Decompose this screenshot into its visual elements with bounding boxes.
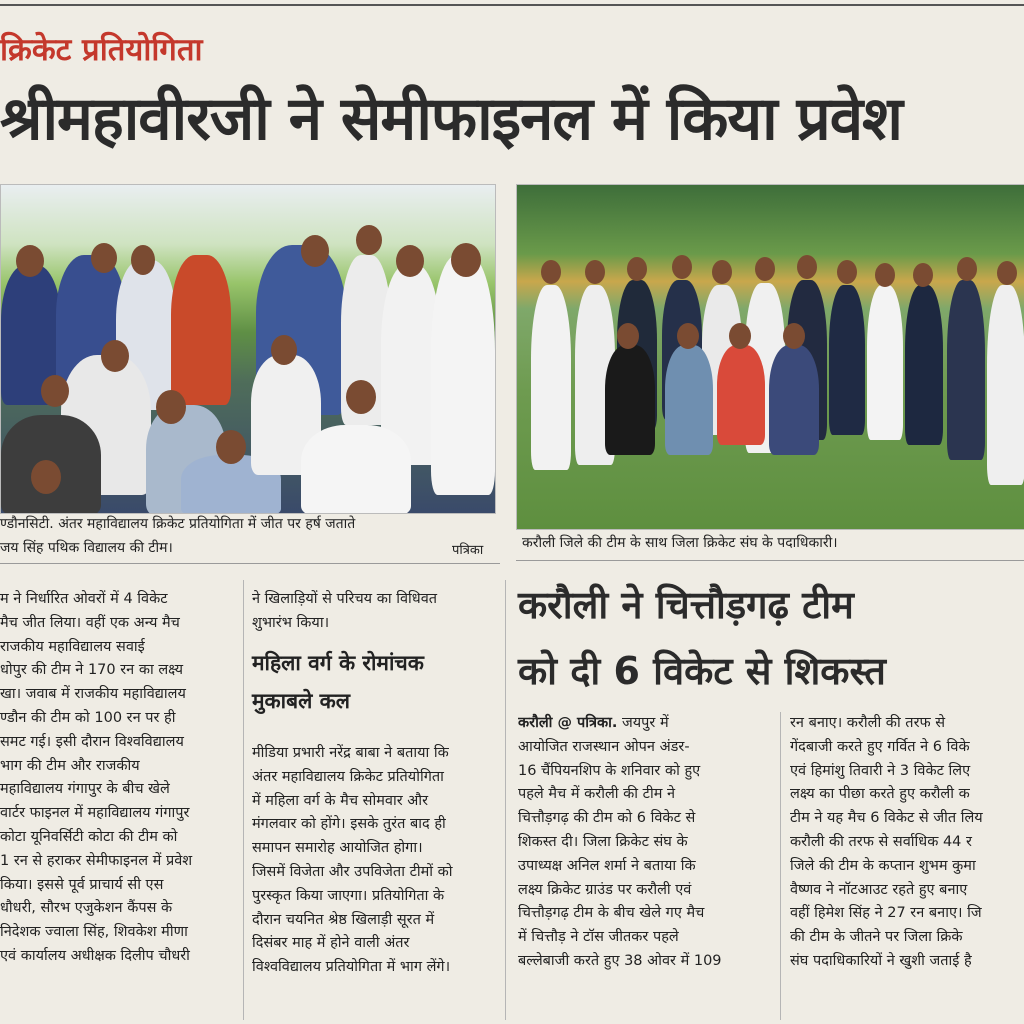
column-rule-2 <box>505 580 506 1020</box>
divider-left <box>0 563 500 564</box>
text-line: रन बनाए। करौली की तरफ से <box>790 715 946 731</box>
divider-right <box>516 560 1024 561</box>
photo2-caption: करौली जिले की टीम के साथ जिला क्रिकेट संघ के पदाधिकारी। <box>522 535 838 551</box>
text-line: म ने निर्धारित ओवरों में 4 विकेट <box>0 591 168 607</box>
text-line: शुभारंभ किया। <box>252 614 330 631</box>
text-line: राजकीय महाविद्यालय सवाई <box>0 638 145 655</box>
story1-column2 <box>252 742 502 1024</box>
text-line: धोपुर की टीम ने 170 रन का लक्ष्य <box>0 662 184 679</box>
main-headline: श्रीमहावीरजी ने सेमीफाइनल में किया प्रवेश <box>0 84 902 154</box>
text-line: समट गई। इसी दौरान विश्वविद्यालय <box>0 733 184 750</box>
subhead-line2: मुकाबले कल <box>252 689 351 713</box>
text-line: संघ पदाधिकारियों ने खुशी जताई है <box>790 952 972 969</box>
text-line: उपाध्यक्ष अनिल शर्मा ने बताया कि <box>518 857 696 874</box>
text-line: टीम ने यह मैच 6 विकेट से जीत लिय <box>790 810 983 827</box>
text-line: दिसंबर माह में होने वाली अंतर <box>252 935 410 952</box>
text-line: निदेशक ज्वाला सिंह, शिवकेश मीणा <box>0 924 188 941</box>
text-line: वैष्णव ने नॉटआउट रहते हुए बनाए <box>790 881 968 898</box>
column-rule-3 <box>780 712 781 1020</box>
text-line: लक्ष्य क्रिकेट ग्राउंड पर करौली एवं <box>518 881 692 898</box>
text-line: चित्तौड़गढ़ टीम के बीच खेले गए मैच <box>518 905 705 922</box>
text-line: जिले की टीम के कप्तान शुभम कुमा <box>790 857 976 874</box>
text-line: बल्लेबाजी करते हुए 38 ओवर में 109 <box>518 952 722 969</box>
text-line: ण्डौन की टीम को 100 रन पर ही <box>0 709 176 726</box>
story2-headline-line1: करौली ने चित्तौड़गढ़ टीम <box>518 583 854 627</box>
text-line: गेंदबाजी करते हुए गर्वित ने 6 विके <box>790 738 970 755</box>
text-line: आयोजित राजस्थान ओपन अंडर- <box>518 738 690 755</box>
text-line: एवं हिमांशु तिवारी ने 3 विकेट लिए <box>790 762 971 779</box>
top-rule <box>0 4 1024 6</box>
text-line: करौली की तरफ से सर्वाधिक 44 र <box>790 833 972 850</box>
text-line: शिकस्त दी। जिला क्रिकेट संघ के <box>518 833 688 850</box>
story1-column2-top <box>252 588 502 638</box>
text-line: 16 चैंपियनशिप के शनिवार को हुए <box>518 762 701 779</box>
text-line: मंगलवार को होंगे। इसके तुरंत बाद ही <box>252 816 446 833</box>
text-line: समापन समारोह आयोजित होगा। <box>252 840 423 857</box>
text-line: कोटा यूनिवर्सिटी कोटा की टीम को <box>0 828 178 845</box>
dateline-rest: जयपुर में <box>617 715 669 731</box>
text-line: दौरान चयनित श्रेष्ठ खिलाड़ी सूरत में <box>252 911 435 928</box>
text-line: चित्तौड़गढ़ की टीम को 6 विकेट से <box>518 810 696 827</box>
text-line: धौधरी, सौरभ एजुकेशन कैंपस के <box>0 900 173 917</box>
photo1-caption-line2: जय सिंह पथिक विद्यालय की टीम। <box>0 540 173 556</box>
column-rule-1 <box>243 580 244 1020</box>
text-line: वहीं हिमेश सिंह ने 27 रन बनाए। जि <box>790 905 982 922</box>
text-line: किया। इससे पूर्व प्राचार्य सी एस <box>0 876 164 893</box>
team-celebration-photo <box>0 184 496 514</box>
text-line <box>518 712 776 736</box>
district-team-photo <box>516 184 1024 530</box>
text-line: विश्वविद्यालय प्रतियोगिता में भाग लेंगे। <box>252 959 451 976</box>
dateline: करौली @ पत्रिका. <box>518 715 618 731</box>
section-kicker: क्रिकेट प्रतियोगिता <box>0 32 203 68</box>
text-line: एवं कार्यालय अधीक्षक दिलीप चौधरी <box>0 947 190 964</box>
text-line: अंतर महाविद्यालय क्रिकेट प्रतियोगिता <box>252 768 444 785</box>
photo-credit: पत्रिका <box>452 543 484 558</box>
text-line: भाग की टीम और राजकीय <box>0 757 140 774</box>
text-line: ने खिलाड़ियों से परिचय का विधिवत <box>252 591 438 607</box>
text-line: महाविद्यालय गंगापुर के बीच खेले <box>0 781 170 798</box>
subhead-line1: महिला वर्ग के रोमांचक <box>252 651 424 675</box>
text-line: मैच जीत लिया। वहीं एक अन्य मैच <box>0 614 180 631</box>
text-line: वार्टर फाइनल में महाविद्यालय गंगापुर <box>0 805 190 822</box>
text-line: में चित्तौड़ ने टॉस जीतकर पहले <box>518 929 679 946</box>
photo1-caption-line1: ण्डौनसिटी. अंतर महाविद्यालय क्रिकेट प्रतियोगिता में जीत पर हर्ष जताते <box>0 516 356 532</box>
text-line: 1 रन से हराकर सेमीफाइनल में प्रवेश <box>0 852 193 869</box>
text-line: मीडिया प्रभारी नरेंद्र बाबा ने बताया कि <box>252 745 449 761</box>
text-line: पहले मैच में करौली की टीम ने <box>518 786 676 803</box>
text-line: खा। जवाब में राजकीय महाविद्यालय <box>0 686 186 703</box>
text-line: की टीम के जीतने पर जिला क्रिके <box>790 929 963 946</box>
text-line: में महिला वर्ग के मैच सोमवार और <box>252 792 429 809</box>
story2-headline-line2: को दी 6 विकेट से शिकस्त <box>518 649 886 693</box>
text-line: पुरस्कृत किया जाएगा। प्रतियोगिता के <box>252 887 445 904</box>
story2-column3 <box>518 712 776 1024</box>
story2-column4 <box>790 712 1024 1024</box>
text-line: लक्ष्य का पीछा करते हुए करौली क <box>790 786 970 803</box>
text-line: जिसमें विजेता और उपविजेता टीमों को <box>252 863 453 880</box>
story1-column1 <box>0 588 238 1024</box>
